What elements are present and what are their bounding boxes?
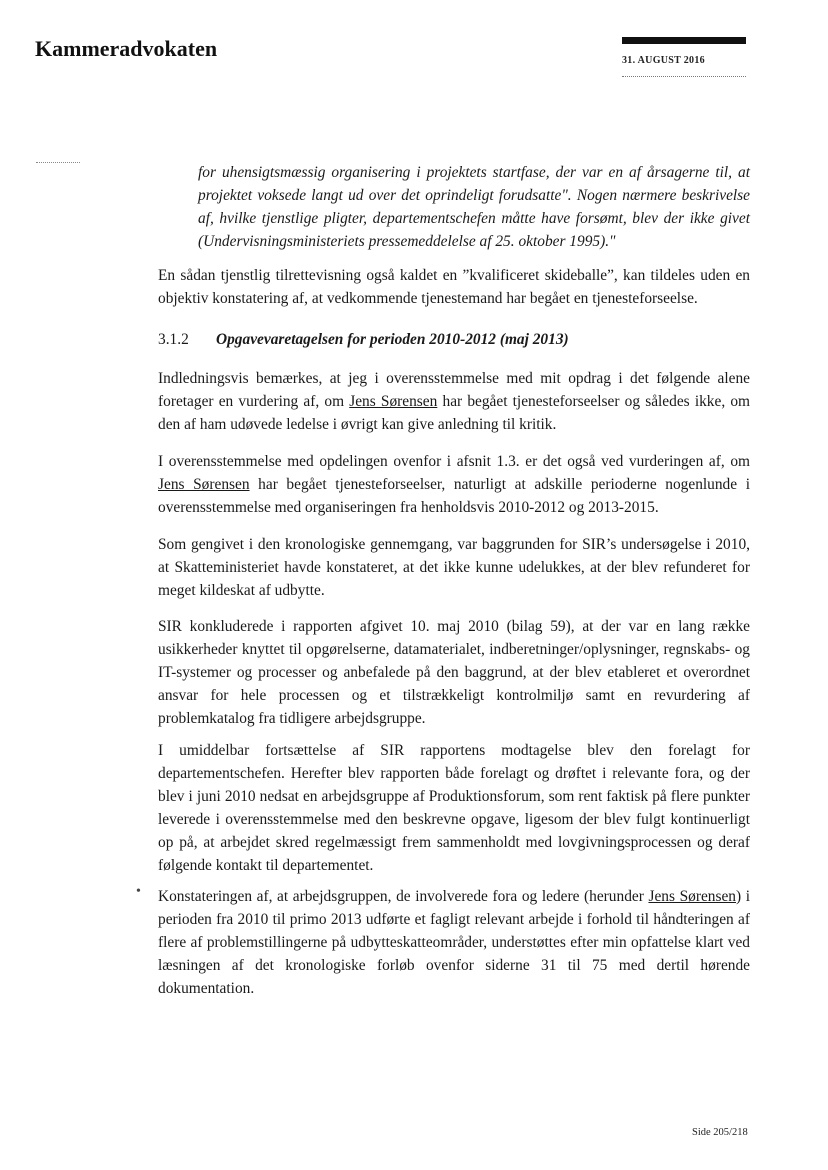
margin-divider (36, 162, 80, 163)
paragraph-text: En sådan tjenstlig tilrettevisning også kaldet en ”kvalificeret skideballe”, kan tildeles uden en objektiv konstatering af, at vedkommende tjenestemand har begået en tjenesteforseelse. (158, 267, 750, 307)
paragraph-6 (158, 885, 750, 1000)
paragraph-text: SIR konkluderede i rapporten afgivet 10. maj 2010 (bilag 59), at der var en lang række usikkerheder knyttet til opgørelserne, datamaterialet, indberetninger/oplysninger, regnskabs- og IT-systemer og processer og anbefalede på den baggrund, at der blev etableret et overordnet ansvar for hele processen og et tilstrækkeligt kontrolmiljø samt en revurdering af problemkatalog fra tidligere arbejdsgruppe. (158, 618, 750, 727)
paragraph-text: har begået tjenesteforseelser, naturligt at adskille perioderne nogenlunde i overensstemmelse med organiseringen fra henholdsvis 2010-2012 og 2013-2015. (158, 476, 750, 516)
paragraph-2 (158, 450, 750, 519)
section-title: Opgavevaretagelsen for perioden 2010-2012 (maj 2013) (216, 331, 569, 348)
paragraph-text: Konstateringen af, at arbejdsgruppen, de involverede fora og ledere (herunder (158, 888, 649, 905)
person-name: Jens Sørensen (158, 476, 250, 493)
paragraph-4 (158, 615, 750, 730)
paragraph-5 (158, 739, 750, 877)
paragraph-text: I overensstemmelse med opdelingen ovenfor i afsnit 1.3. er det også ved vurderingen af, om (158, 453, 750, 470)
person-name: Jens Sørensen (648, 888, 737, 905)
section-number: 3.1.2 (158, 331, 189, 348)
paragraph-text: har begået tjenesteforseelser og således ikke, om den af ham udøvede ledelse i øvrigt kan give anledning til kritik. (158, 393, 750, 433)
section-heading (158, 331, 569, 349)
paragraph-text: Indledningsvis bemærkes, at jeg i overensstemmelse med mit opdrag i det følgende alene foretager en vurdering af, om (158, 370, 750, 410)
document-date: 31. AUGUST 2016 (622, 55, 705, 66)
block-quote: for uhensigtsmæssig organisering i projektets startfase, der var en af årsagerne til, at projektet voksede langt ud over det oprindeligt forudsatte". Nogen nærmere beskrivelse af, hvilke tjenstlige pligter, departementschefen måtte have forsømt, blev der ikke givet (Undervisningsministeriets pressemeddelelse af 25. oktober 1995)." (198, 164, 750, 250)
brand-logo: Kammeradvokaten (35, 36, 218, 61)
date-divider (622, 76, 746, 77)
page-number: Side 205/218 (692, 1127, 748, 1138)
paragraph-text: ) i perioden fra 2010 til primo 2013 udførte et fagligt relevant arbejde i forhold til håndteringen af flere af problemstillingerne på udbytteskatteområder, understøttes efter min opfattelse klart ved læsningen af det kronologiske forløb ovenfor siderne 31 til 75 med dertil hørende dokumentation. (158, 888, 751, 997)
paragraph-3 (158, 533, 750, 602)
paragraph-1 (158, 264, 750, 310)
paragraph-text: I umiddelbar fortsættelse af SIR rapportens modtagelse blev den forelagt for departementschefen. Herefter blev rapporten både forelagt og drøftet i relevante fora, og der blev i juni 2010 nedsat en arbejdsgruppe af Produktionsforum, som rent faktisk på flere punkter leverede i overensstemmelse med den beskrevne opgave, ligesom der blev fulgt kontinuerligt op på, at arbejdet skred regelmæssigt frem sammenholdt med lovgivningsprocessen og deraf følgende kontakt til departementet. (158, 742, 750, 874)
paragraph-intro (158, 367, 750, 436)
person-name: Jens Sørensen (349, 393, 438, 410)
header-bar (622, 37, 746, 44)
bullet-mark: • (136, 884, 141, 899)
paragraph-text: Som gengivet i den kronologiske gennemgang, var baggrunden for SIR’s undersøgelse i 2010, at Skatteministeriet havde konstateret, at det ikke kunne udelukkes, at der blev refunderet for meget kildeskat af udbytte. (158, 536, 750, 599)
